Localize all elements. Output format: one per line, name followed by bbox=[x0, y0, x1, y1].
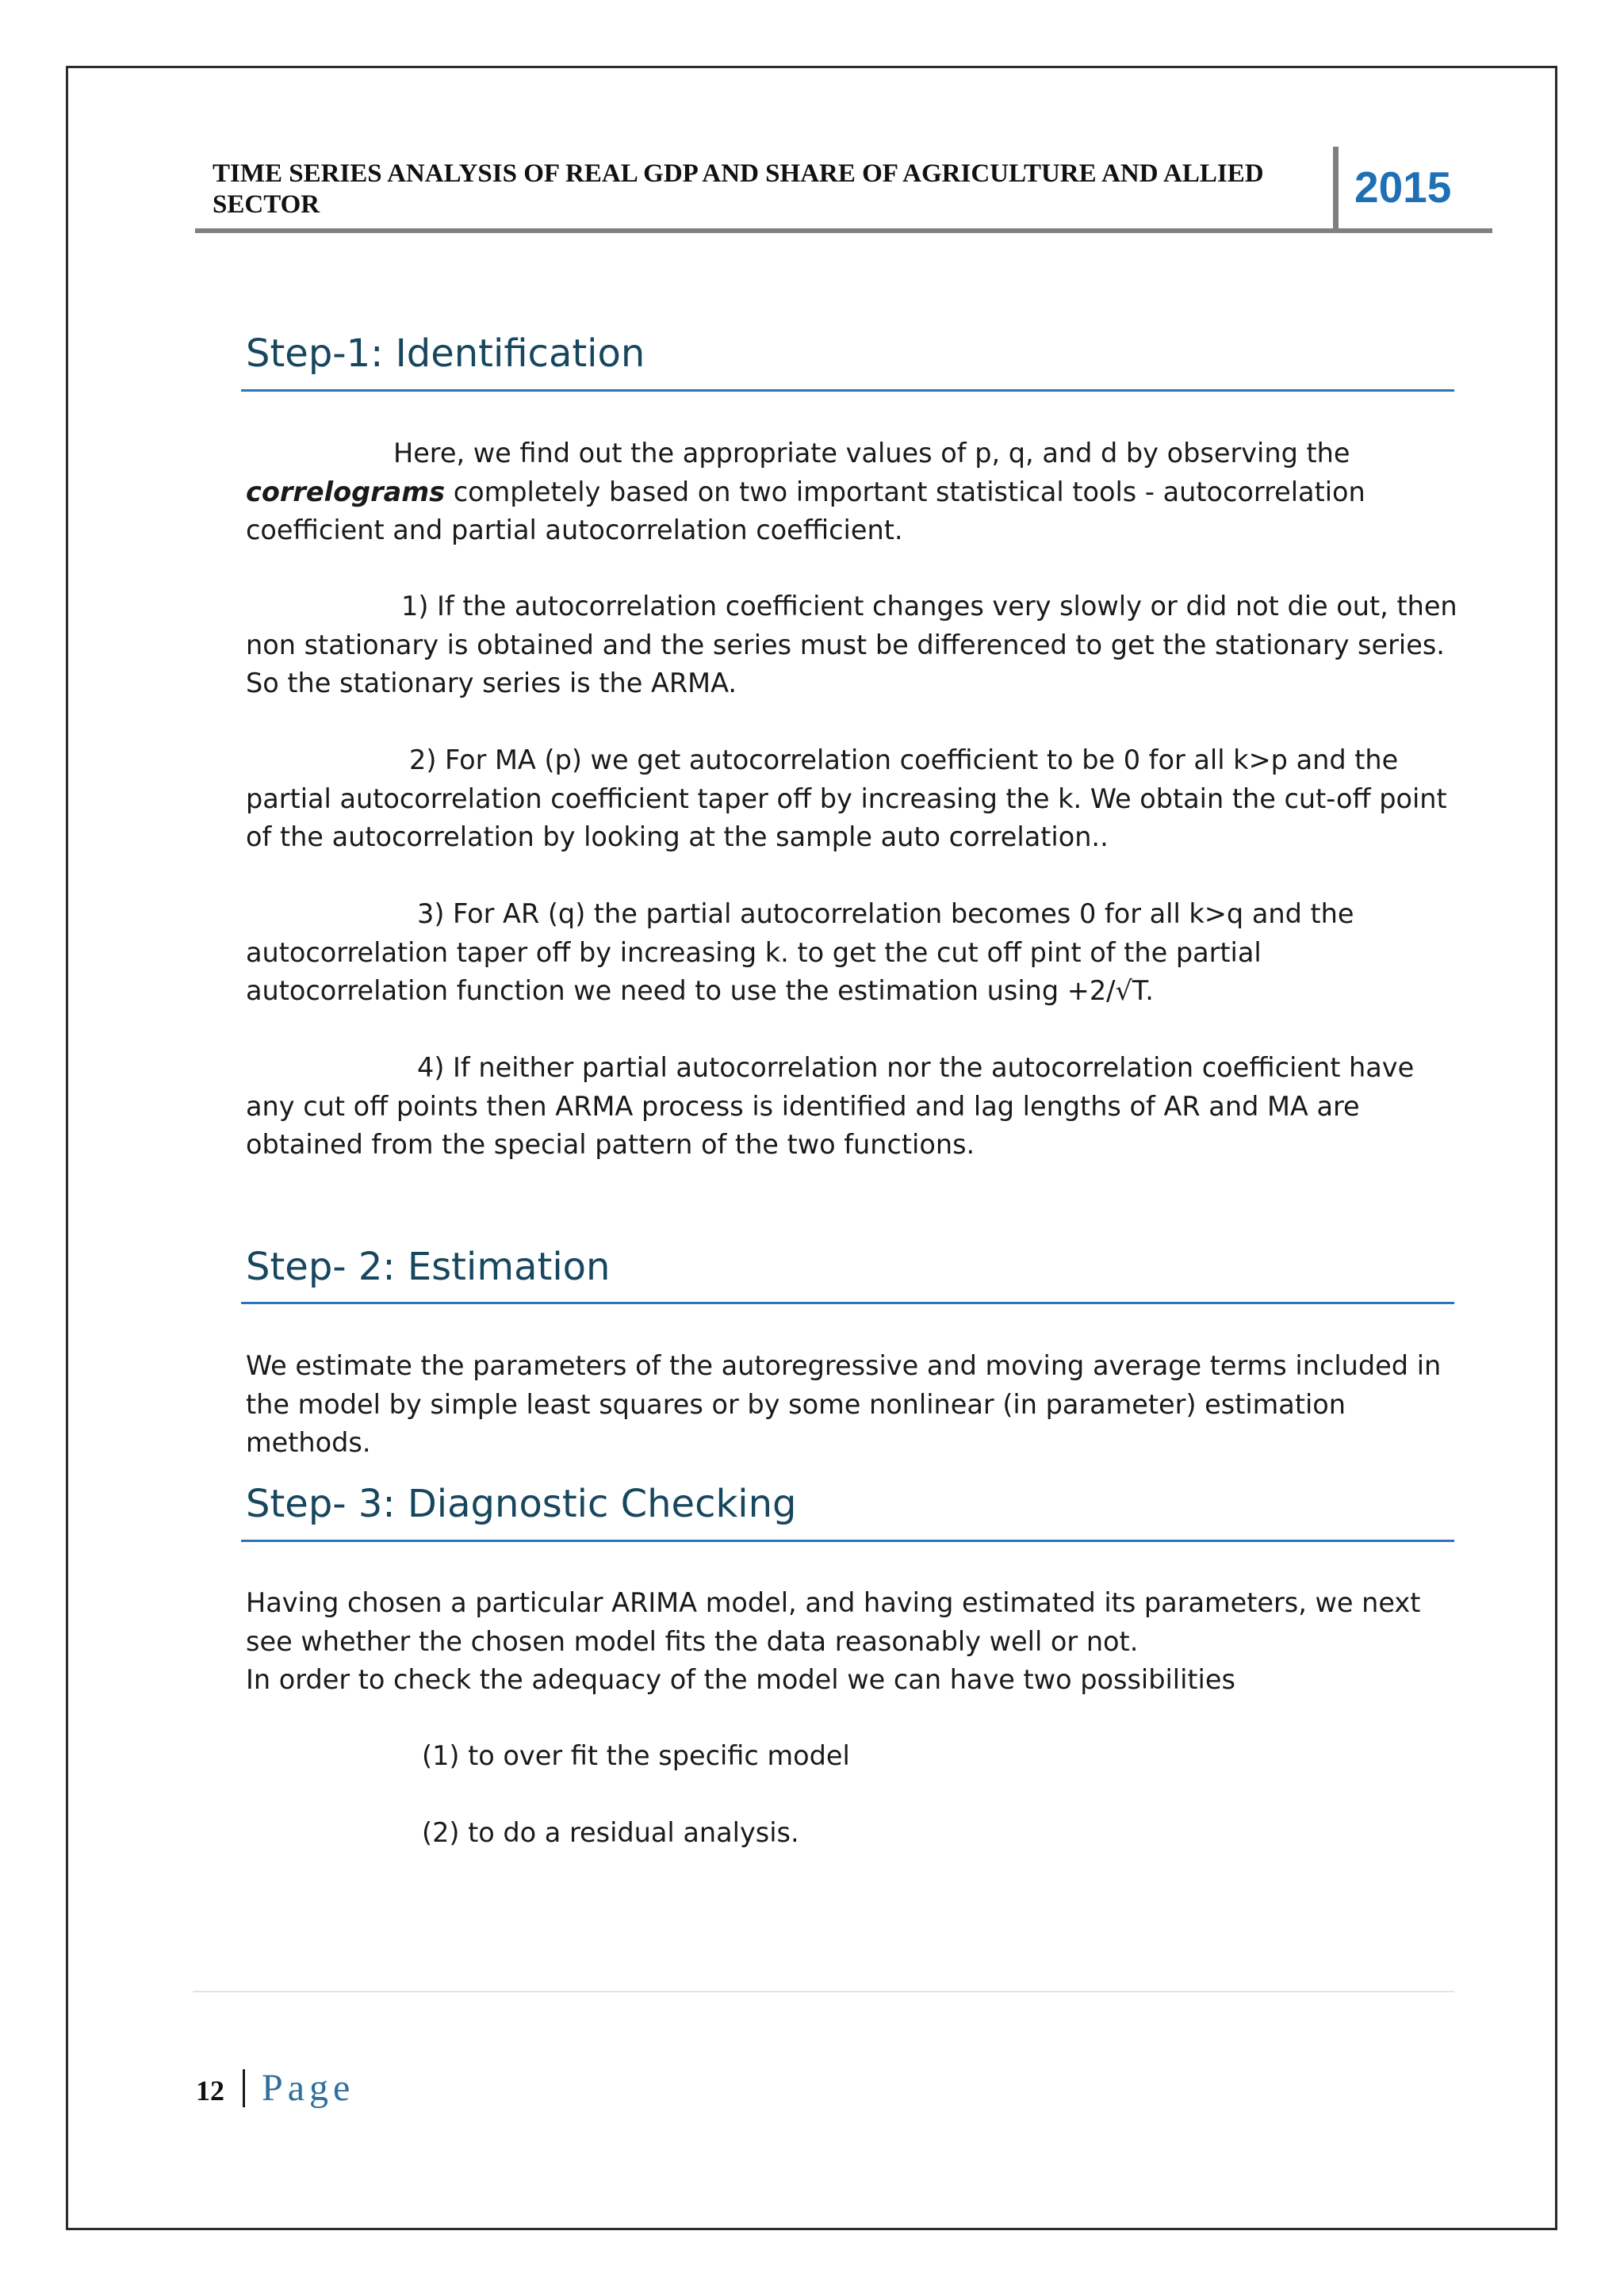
diagnostic-body-2: In order to check the adequacy of the model we can have two possibilities bbox=[246, 1664, 1235, 1695]
diagnostic-heading: Step- 3: Diagnostic Checking bbox=[246, 1482, 797, 1526]
identification-point-4: 4) If neither partial autocorrelation nor the autocorrelation coefficient have any cut off points then ARMA process is identified and lag lengths of AR and MA are obtained from the special pattern of the two functions. bbox=[246, 1052, 1415, 1160]
diagnostic-option-2: (2) to do a residual analysis. bbox=[422, 1817, 799, 1848]
page-label: Page bbox=[262, 2067, 355, 2109]
header-divider bbox=[1333, 147, 1339, 231]
identification-heading: Step-1: Identification bbox=[246, 331, 645, 376]
identification-intro bbox=[246, 434, 1459, 550]
page-number: 12 bbox=[196, 2075, 224, 2107]
identification-intro-text-rest: completely based on two important statistical tools - autocorrelation coefficient and partial autocorrelation coefficient. bbox=[246, 476, 1365, 545]
diagnostic-option-1: (1) to over fit the specific model bbox=[422, 1740, 850, 1771]
footer-separator bbox=[243, 2069, 245, 2107]
identification-point-3: 3) For AR (q) the partial autocorrelation becomes 0 for all k>q and the autocorrelation taper off by increasing k. to get the cut off pint of the partial autocorrelation function we need to use the estimation using +2/√T. bbox=[246, 898, 1354, 1006]
identification-point-2: 2) For MA (p) we get autocorrelation coefficient to be 0 for all k>p and the partial autocorrelation coefficient taper off by increasing the k. We obtain the cut-off point of the autocorrelation by looking at the sample auto correlation.. bbox=[246, 744, 1447, 852]
estimation-heading-rule bbox=[241, 1302, 1454, 1304]
document-year: 2015 bbox=[1354, 163, 1452, 212]
header-rule bbox=[195, 228, 1492, 233]
identification-point-1: 1) If the autocorrelation coefficient changes very slowly or did not die out, then non stationary is obtained and the series must be differenced to get the stationary series. So the stationary series is the ARMA. bbox=[246, 591, 1457, 698]
identification-heading-rule bbox=[241, 389, 1454, 392]
diagnostic-body: Having chosen a particular ARIMA model, and having estimated its parameters, we next see whether the chosen model fits the data reasonably well or not. bbox=[246, 1587, 1421, 1657]
document-title: TIME SERIES ANALYSIS OF REAL GDP AND SHARE OF AGRICULTURE AND ALLIED SECTOR bbox=[213, 159, 1264, 219]
footer-rule bbox=[193, 1991, 1454, 1992]
correlograms-term: correlograms bbox=[246, 476, 446, 507]
identification-intro-text: Here, we find out the appropriate values of p, q, and d by observing the bbox=[393, 438, 1350, 469]
estimation-body: We estimate the parameters of the autoregressive and moving average terms included in the model by simple least squares or by some nonlinear (in parameter) estimation methods. bbox=[246, 1350, 1442, 1458]
estimation-heading: Step- 2: Estimation bbox=[246, 1245, 611, 1289]
diagnostic-heading-rule bbox=[241, 1540, 1454, 1542]
